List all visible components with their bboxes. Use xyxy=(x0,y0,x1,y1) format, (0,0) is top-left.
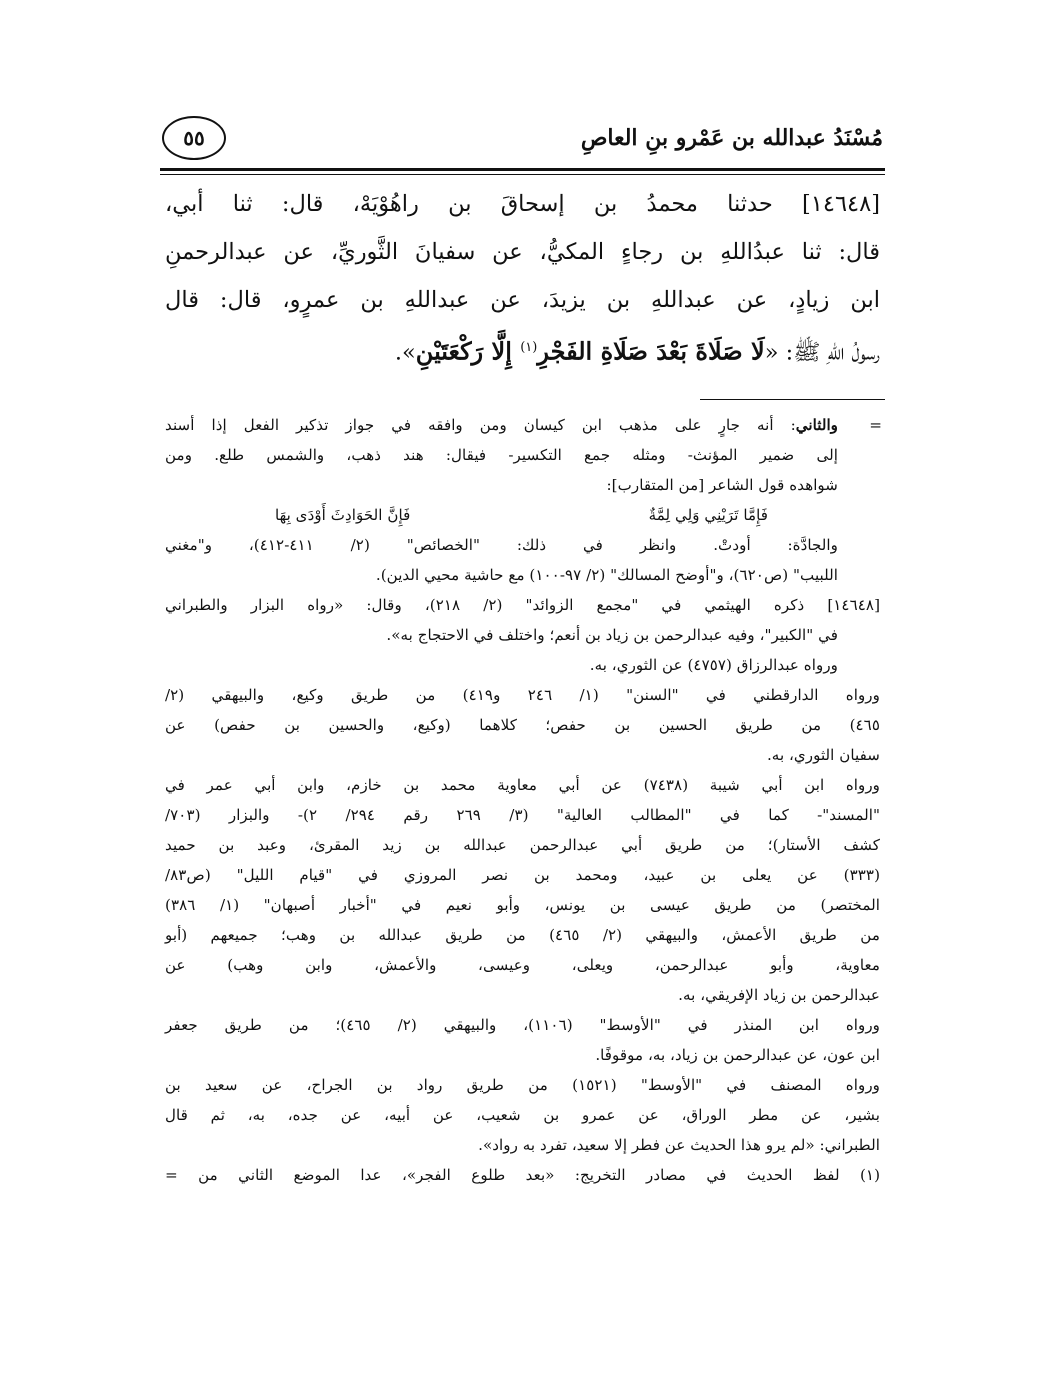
note-line: إلى ضمير المؤنث- ومثله جمع التكسير- فيقال: هند ذهب، والشمس طلع. ومن xyxy=(165,446,838,464)
note-line: "المسند"- كما في "المطالب العالية" (٣/ ٢٦٩ رقم ٢٩٤/ ٢)- والبزار (٧٠٣/ xyxy=(165,806,880,824)
note-line: معاوية، وأبو عبدالرحمن، ويعلى، وعيسى، والأعمش، وابن وهب) عن xyxy=(165,956,880,974)
footnote-reference[interactable]: (١) xyxy=(520,340,538,355)
hadith-line: ابن زيادٍ، عن عبداللهِ بن يزيدَ، عن عبداللهِ بن عمرٍو، قال: قال xyxy=(165,287,880,313)
page-number: ٥٥ xyxy=(162,116,226,160)
note-line: بشير، عن مطر الوراق، عن عمرو بن شعيب، عن أبيه، عن جده، به، ثم قال xyxy=(165,1106,880,1124)
header-rule-thin xyxy=(160,174,885,175)
note-line: شواهده قول الشاعر [من المتقارب]: xyxy=(606,476,838,494)
footnote-continuation xyxy=(165,410,880,590)
note-line: من طريق الأعمش، والبيهقي (٢/ ٤٦٥) من طريق عبدالله بن وهب؛ جميعهم (أبو xyxy=(165,926,880,944)
note-line xyxy=(165,410,838,440)
hadith-suffix: ». xyxy=(394,339,416,366)
note-line: كشف الأستار)؛ من طريق أبي عبدالرحمن عبدالله بن زيد المقرئ، وعبد بن حميد xyxy=(165,836,880,854)
footnote-1 xyxy=(165,1160,880,1190)
footnotes xyxy=(165,410,880,1190)
note-line: ورواه الدارقطني في "السنن" (١/ ٢٤٦ و٤١٩) من طريق وكيع، والبيهقي (٢/ xyxy=(165,686,880,704)
footnote-1-text: لفظ الحديث في مصادر التخريج: «بعد طلوع الفجر»، عدا الموضع الثاني من = xyxy=(165,1166,840,1184)
verse-second-hemistich: فَإِنَّ الحَوَادِثَ أَوْدَى بِهَا xyxy=(275,506,411,524)
note-line: في "الكبير"، وفيه عبدالرحمن بن زياد بن أنعم؛ واختلف في الاحتجاج به». xyxy=(386,626,838,644)
note-line: ٤٦٥) من طريق الحسين بن حفص؛ كلاهما (وكيع، والحسين بن حفص) عن xyxy=(165,716,880,734)
second-label: والثاني xyxy=(795,416,838,434)
prophetic-quote-part2: إِلَّا رَكْعَتَيْنِ xyxy=(415,336,521,366)
note-line: الطبراني: «لم يرو هذا الحديث عن فطر إلا سعيد، تفرد به رواد». xyxy=(478,1136,880,1154)
hadith-prefix: رسولُ اللهِ ﷺ: « xyxy=(764,339,880,366)
note-line: ورواه ابن أبي شيبة (٧٤٣٨) عن أبي معاوية محمد بن خازم، وابن أبي عمر في xyxy=(165,776,881,794)
note-line: ابن عون، عن عبدالرحمن بن زياد، به، موقوفًا. xyxy=(595,1046,880,1064)
poetry-verse xyxy=(165,500,838,530)
continuation-marker: = xyxy=(869,416,882,434)
prophetic-quote-part1: لَا صَلَاةَ بَعْدَ صَلَاةِ الفَجْرِ xyxy=(537,336,765,366)
note-line: (٣٣٣) عن يعلى بن عبيد، ومحمد بن نصر المروزي في "قيام الليل" (ص٨٣/ xyxy=(165,866,880,884)
hadith-line: [١٤٦٤٨] حدثنا محمدُ بن إسحاقَ بن راهُوْيَهْ، قال: ثنا أبي، xyxy=(165,191,880,217)
footnote-1-number: (١) xyxy=(859,1166,881,1184)
header-rule-thick xyxy=(160,168,885,171)
note-line: ورواه ابن المنذر في "الأوسط" (١١٠٦)، والبيهقي (٢/ ٤٦٥)؛ من طريق جعفر xyxy=(165,1016,880,1034)
note-line: المختصر) من طريق عيسى بن يونس، وأبو نعيم في "أخبار أصبهان" (١/ ٣٨٦) xyxy=(165,896,880,914)
note-line: والجادَّة: أودتْ. وانظر في ذلك: "الخصائص" (٢/ ٤١١-٤١٢)، و"مغني xyxy=(165,536,838,554)
running-title: مُسْنَدُ عبدالله بن عَمْرو بنِ العاصِ xyxy=(580,125,883,151)
note-text: ذكره الهيثمي في "مجمع الزوائد" (٢/ ٢١٨)، وقال: «رواه البزار والطبراني xyxy=(165,596,805,614)
verse-first-hemistich: فَإِمَّا تَرَيْنِي وَلِي لِمَّةٌ xyxy=(648,506,768,524)
note-line xyxy=(165,590,880,620)
takhrij-number: [١٤٦٤٨] xyxy=(827,596,880,614)
note-line: عبدالرحمن بن زياد الإفريقي، به. xyxy=(678,986,880,1004)
hadith-line: قال: ثنا عبدُاللهِ بن رجاءٍ المكيُّ، عن سفيانَ الثَّوريِّ، عن عبدالرحمنِ xyxy=(165,239,880,265)
hadith-line-last xyxy=(165,324,880,377)
footnote-separator xyxy=(700,399,885,400)
page-header xyxy=(162,112,883,164)
note-text: : أنه جارٍ على مذهب ابن كيسان ومن وافقه في جواز تذكير الفعل إذا أسند xyxy=(165,416,796,434)
note-line: ورواه عبدالرزاق (٤٧٥٧) عن الثوري، به. xyxy=(589,656,838,674)
note-line: اللبيب" (ص٦٢٠)، و"أوضح المسالك" (٢/ ٩٧-١٠٠) مع حاشية محيي الدين). xyxy=(375,566,838,584)
takhrij-note xyxy=(165,590,880,1160)
note-line: سفيان الثوري، به. xyxy=(766,746,880,764)
hadith-text xyxy=(165,180,880,377)
note-line: ورواه المصنف في "الأوسط" (١٥٢١) من طريق رواد بن الجراح، عن سعيد بن xyxy=(165,1076,880,1094)
